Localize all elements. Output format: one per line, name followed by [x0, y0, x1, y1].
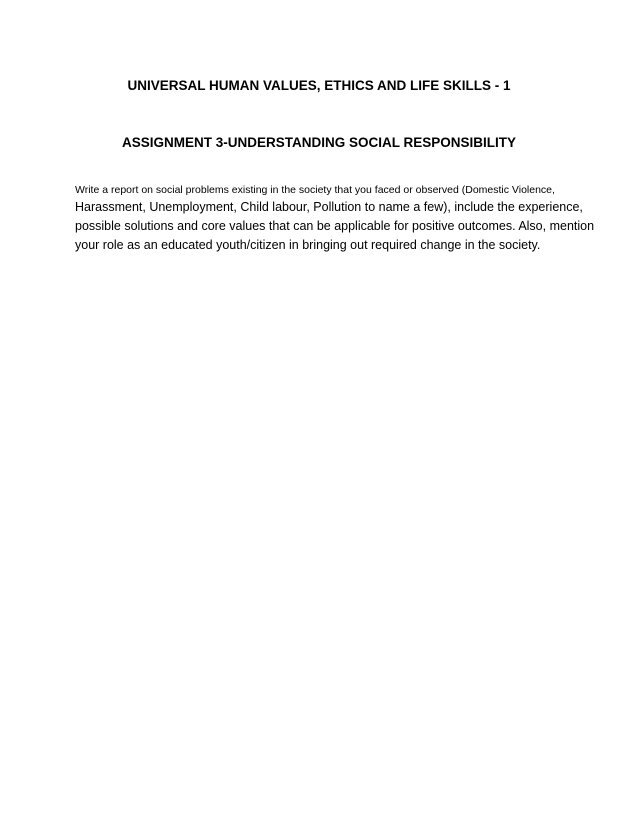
instructions-line-4: your role as an educated youth/citizen in bringing out required change in the society.: [75, 238, 541, 252]
instructions-line-3: possible solutions and core values that can be applicable for positive outcomes. Also, mention: [75, 219, 595, 233]
assignment-title: ASSIGNMENT 3-UNDERSTANDING SOCIAL RESPONSIBILITY: [121, 135, 517, 150]
instructions-line-1: Write a report on social problems existing in the society that you faced or observed (Domestic Violence,: [75, 184, 555, 196]
assignment-instructions: [75, 183, 595, 255]
course-title: UNIVERSAL HUMAN VALUES, ETHICS AND LIFE SKILLS - 1: [127, 78, 511, 93]
instructions-line-2: Harassment, Unemployment, Child labour, Pollution to name a few), include the experience,: [75, 200, 583, 214]
